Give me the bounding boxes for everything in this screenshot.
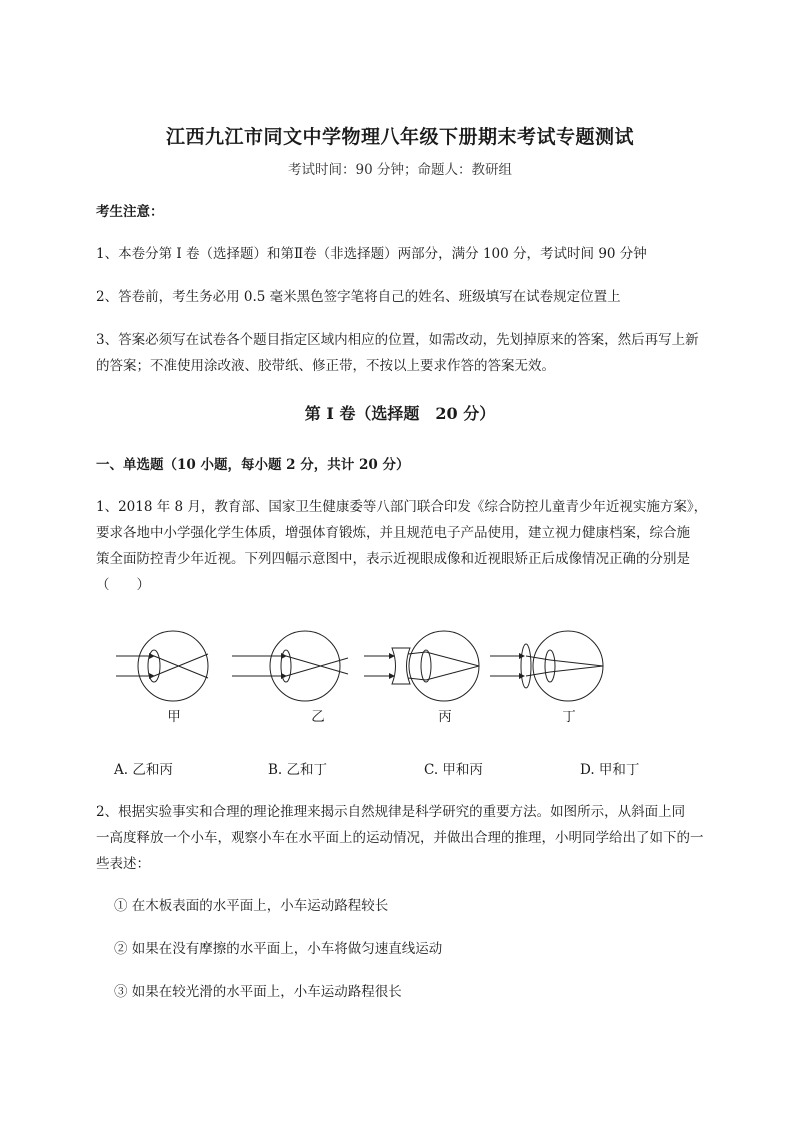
option-b[interactable]: B. 乙和丁 (268, 762, 328, 778)
notice-item: 1、本卷分第 I 卷（选择题）和第Ⅱ卷（非选择题）两部分，满分 100 分，考试时间 90 分钟 (96, 246, 647, 262)
section-title: 第 I 卷（选择题 20 分） (304, 404, 496, 423)
option-d[interactable]: D. 甲和丁 (580, 762, 640, 778)
question-2-text: 些表述： (96, 856, 150, 872)
notice-item: 的答案；不准使用涂改液、胶带纸、修正带，不按以上要求作答的答案无效。 (96, 358, 555, 374)
eye-diagram-jia (116, 631, 208, 701)
eye-diagram-yi (232, 631, 348, 701)
notice-heading: 考生注意： (96, 204, 164, 220)
eye-diagram-ding (490, 631, 603, 701)
page-subtitle: 考试时间：90 分钟；命题人：教研组 (288, 162, 512, 178)
eye-diagram-bing (364, 631, 479, 701)
question-1-text: （ ） (96, 577, 150, 593)
statement-item: ① 在木板表面的水平面上，小车运动路程较长 (114, 898, 389, 914)
statement-item: ② 如果在没有摩擦的水平面上，小车将做匀速直线运动 (114, 941, 443, 957)
notice-item: 3、答案必须写在试卷各个题目指定区域内相应的位置，如需改动，先划掉原来的答案，然后再写上新 (96, 332, 699, 348)
question-1-text: 策全面防控青少年近视。下列四幅示意图中，表示近视眼成像和近视眼矫正后成像情况正确的分别是 (96, 551, 690, 567)
statement-item: ③ 如果在较光滑的水平面上，小车运动路程很长 (114, 984, 402, 1000)
option-a[interactable]: A. 乙和丙 (114, 762, 173, 778)
figure-label-ding: 丁 (562, 709, 576, 725)
figure-label-jia: 甲 (167, 709, 181, 725)
option-c[interactable]: C. 甲和丙 (424, 762, 483, 778)
question-2-text: 2、根据实验事实和合理的理论推理来揭示自然规律是科学研究的重要方法。如图所示，从斜面上同 (96, 804, 686, 820)
question-1-text: 1、2018 年 8 月，教育部、国家卫生健康委等八部门联合印发《综合防控儿童青少年近视实施方案》， (96, 499, 708, 515)
figure-label-bing: 丙 (438, 709, 452, 725)
notice-item: 2、答卷前，考生务必用 0.5 毫米黑色签字笔将自己的姓名、班级填写在试卷规定位置上 (96, 289, 621, 305)
part-title: 一、单选题（10 小题，每小题 2 分，共计 20 分） (96, 457, 410, 473)
question-1-text: 要求各地中小学强化学生体质，增强体育锻炼，并且规范电子产品使用，建立视力健康档案，综合施 (96, 525, 690, 541)
question-2-text: 一高度释放一个小车，观察小车在水平面上的运动情况，并做出合理的推理，小明同学给出了如下的一 (96, 830, 704, 846)
figure-label-yi: 乙 (311, 709, 325, 725)
page-title: 江西九江市同文中学物理八年级下册期末考试专题测试 (165, 126, 634, 148)
